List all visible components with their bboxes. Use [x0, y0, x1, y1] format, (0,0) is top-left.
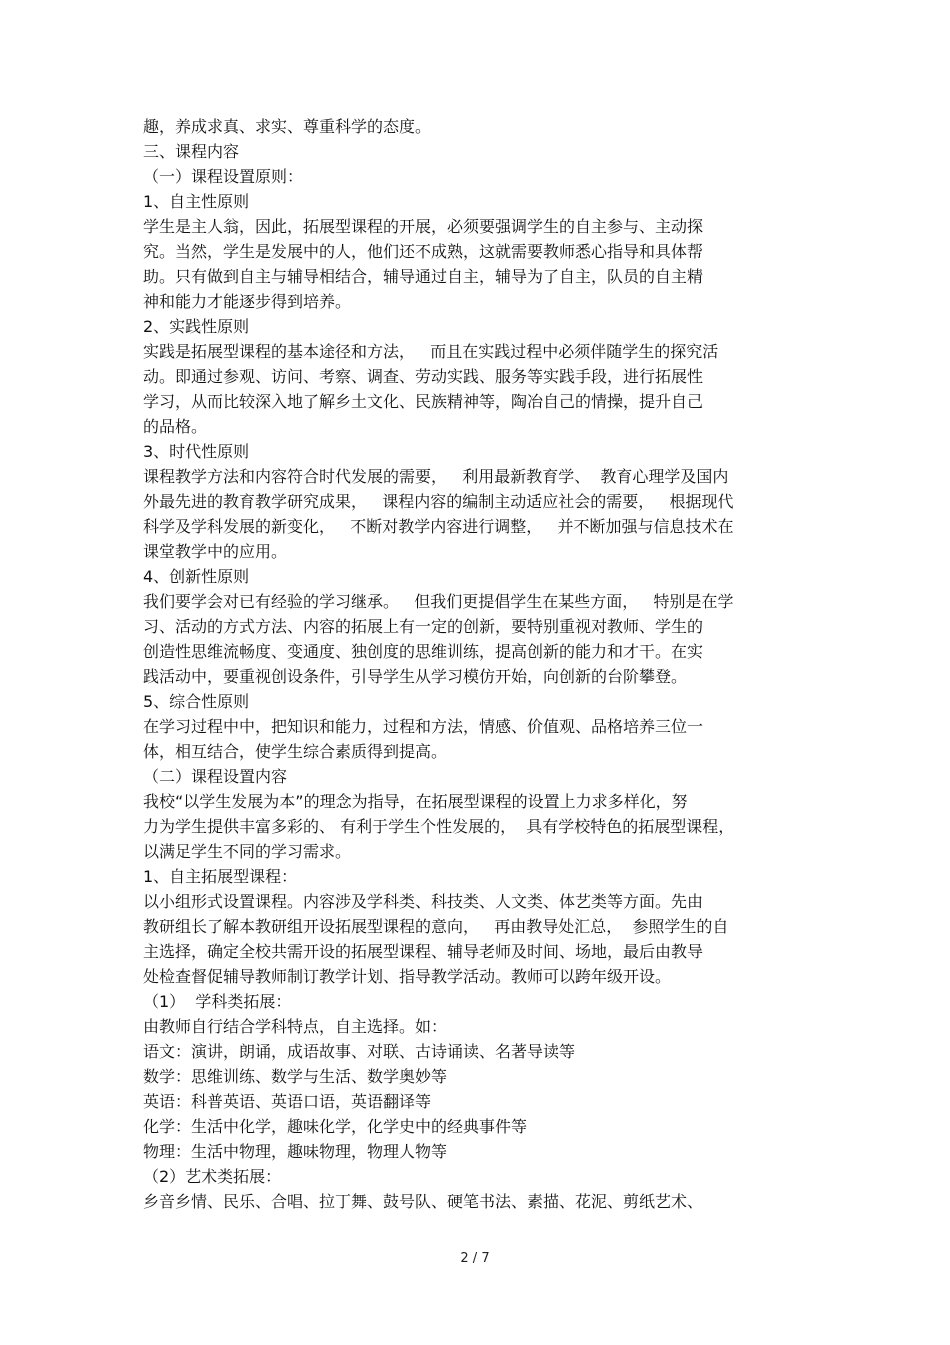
text-line: 助。只有做到自主与辅导相结合，辅导通过自主，辅导为了自主，队员的自主精	[143, 267, 704, 286]
text-line: 趣，养成求真、求实、尊重科学的态度。	[143, 117, 432, 136]
page-number: 2 / 7	[460, 1251, 490, 1266]
text-line: 外最先进的教育教学研究成果， 课程内容的编制主动适应社会的需要， 根据现代	[143, 492, 734, 511]
text-line: 学习，从而比较深入地了解乡土文化、民族精神等，陶冶自己的情操，提升自己	[143, 392, 704, 411]
text-line: 5、综合性原则	[143, 692, 250, 711]
text-line: 语文：演讲，朗诵，成语故事、对联、古诗诵读、名著导读等	[143, 1042, 576, 1061]
text-line: 课堂教学中的应用。	[143, 542, 288, 561]
text-line: 以小组形式设置课程。内容涉及学科类、科技类、人文类、体艺类等方面。先由	[143, 892, 704, 911]
text-line: 我校“以学生发展为本”的理念为指导，在拓展型课程的设置上力求多样化，努	[143, 792, 688, 811]
text-line: 物理：生活中物理，趣味物理，物理人物等	[143, 1142, 448, 1161]
text-line: 乡音乡情、民乐、合唱、拉丁舞、鼓号队、硬笔书法、素描、花泥、剪纸艺术、	[143, 1192, 704, 1211]
text-line: （2）艺术类拓展：	[143, 1167, 282, 1186]
text-line: 三、课程内容	[143, 142, 240, 161]
text-line: 究。当然，学生是发展中的人，他们还不成熟，这就需要教师悉心指导和具体帮	[143, 242, 704, 261]
text-line: 化学：生活中化学，趣味化学，化学史中的经典事件等	[143, 1117, 528, 1136]
text-line: 动。即通过参观、访问、考察、调查、劳动实践、服务等实践手段，进行拓展性	[143, 367, 704, 386]
text-line: 由教师自行结合学科特点，自主选择。如：	[143, 1017, 448, 1036]
text-line: 英语：科普英语、英语口语，英语翻译等	[143, 1092, 432, 1111]
text-line: 创造性思维流畅度、变通度、独创度的思维训练，提高创新的能力和才干。在实	[143, 642, 704, 661]
text-line: 神和能力才能逐步得到培养。	[143, 292, 352, 311]
text-line: 教研组长了解本教研组开设拓展型课程的意向， 再由教导处汇总， 参照学生的自	[143, 917, 729, 936]
text-line: 的品格。	[143, 417, 208, 436]
text-line: 体，相互结合，使学生综合素质得到提高。	[143, 742, 448, 761]
text-line: 2、实践性原则	[143, 317, 250, 336]
text-line: （二）课程设置内容	[143, 767, 288, 786]
text-line: 习、活动的方式方法、内容的拓展上有一定的创新，要特别重视对教师、学生的	[143, 617, 704, 636]
text-line: 3、时代性原则	[143, 442, 250, 461]
text-line: 我们要学会对已有经验的学习继承。 但我们更提倡学生在某些方面， 特别是在学	[143, 592, 734, 611]
document-body	[143, 114, 813, 1214]
text-line: 课程教学方法和内容符合时代发展的需要， 利用最新教育学、 教育心理学及国内	[143, 467, 729, 486]
text-line: 实践是拓展型课程的基本途径和方法， 而且在实践过程中必须伴随学生的探究活	[143, 342, 719, 361]
text-line: 1、自主拓展型课程：	[143, 867, 298, 886]
text-line: （一）课程设置原则：	[143, 167, 304, 186]
text-line: 处检查督促辅导教师制订教学计划、指导教学活动。教师可以跨年级开设。	[143, 967, 672, 986]
text-line: 4、创新性原则	[143, 567, 250, 586]
text-line: 在学习过程中中，把知识和能力，过程和方法，情感、价值观、品格培养三位一	[143, 717, 704, 736]
text-line: 力为学生提供丰富多彩的、 有利于学生个性发展的， 具有学校特色的拓展型课程，	[143, 817, 735, 836]
text-line: 数学：思维训练、数学与生活、数学奥妙等	[143, 1067, 448, 1086]
text-line: 学生是主人翁，因此，拓展型课程的开展，必须要强调学生的自主参与、主动探	[143, 217, 704, 236]
text-line: 1、自主性原则	[143, 192, 250, 211]
text-line: 主选择，确定全校共需开设的拓展型课程、辅导老师及时间、场地，最后由教导	[143, 942, 704, 961]
text-line: 科学及学科发展的新变化， 不断对教学内容进行调整， 并不断加强与信息技术在	[143, 517, 734, 536]
text-line: （1） 学科类拓展：	[143, 992, 292, 1011]
text-line: 以满足学生不同的学习需求。	[143, 842, 352, 861]
text-line: 践活动中，要重视创设条件，引导学生从学习模仿开始，向创新的台阶攀登。	[143, 667, 688, 686]
